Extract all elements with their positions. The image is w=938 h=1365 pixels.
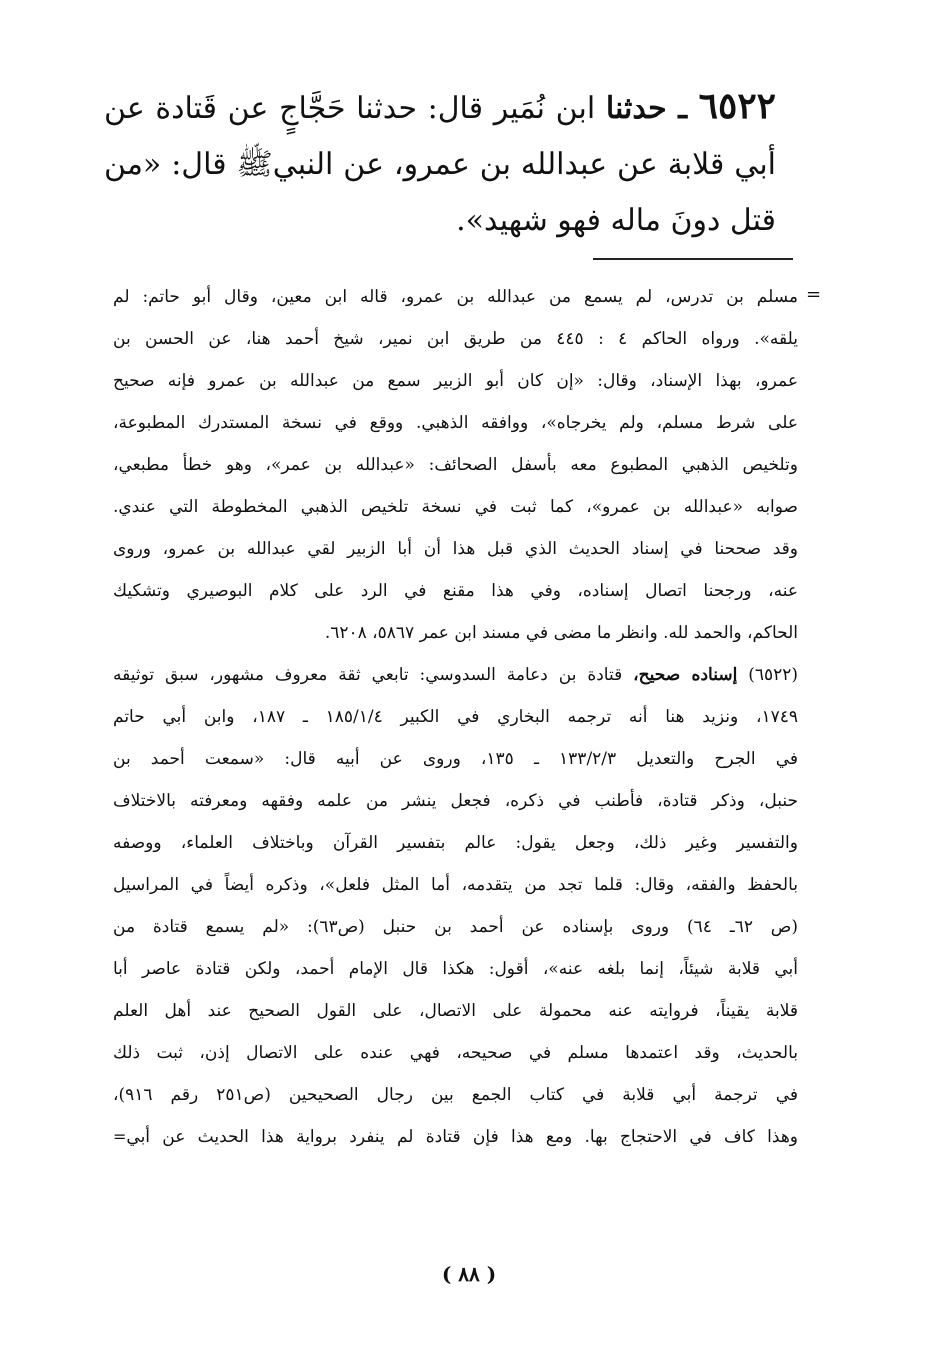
note-line: عنه، ورجحنا اتصال إسناده، وفي هذا مقنع في الرد على كلام البوصيري وتشكيك (113, 581, 798, 601)
note-first-line (113, 654, 798, 696)
note-line: بالحديث، وقد اعتمدها مسلم في صحيحه، فهي عنده على الاتصال إذن، ثبت ذلك (113, 1043, 798, 1063)
note-line: قلابة يقيناً، فروايته عنه محمولة على الاتصال، على القول الصحيح عند أهل العلم (113, 1001, 798, 1021)
note-heading: إسناده صحيح، (633, 665, 738, 685)
hadith-dash: ـ (666, 91, 699, 126)
note-line: مسلم بن تدرس، لم يسمع من عبدالله بن عمرو، قاله ابن معين، وقال أبو حاتم: لم (113, 287, 798, 307)
note-last-line (113, 1116, 798, 1158)
note-line: (ص ٦٢ـ ٦٤) وروى بإسناده عن أحمد بن حنبل (ص٦٣): «لم يسمع قتادة من (113, 917, 798, 937)
page-number: ( ٨٨ ) (441, 1262, 497, 1286)
note-line: صوابه «عبدالله بن عمرو»، كما ثبت في نسخة تلخيص الذهبي المخطوطة التي عندي. (113, 497, 798, 517)
note-line: ١٧٤٩، ونزيد هنا أنه ترجمه البخاري في الكبير ١٨٥/١/٤ ـ ١٨٧، وابن أبي حاتم (113, 707, 798, 727)
hadith-body: ابن نُمَير قال: حدثنا حَجَّاجٍ عن قَتادة عن أبي قلابة عن عبدالله بن عمرو، عن النبيﷺ قال: «من قتل دونَ ماله فهو شهيد». (104, 91, 776, 238)
note-line: في ترجمة أبي قلابة في كتاب الجمع بين رجال الصحيحين (ص٢٥١ رقم ٩١٦)، (113, 1085, 798, 1105)
note-line: على شرط مسلم، ولم يخرجاه»، ووافقه الذهبي. ووقع في نسخة المستدرك المطبوعة، (113, 413, 798, 433)
hadith-number: ٦٥٢٢ (698, 85, 776, 127)
note-line: الحاكم، والحمد لله. وانظر ما مضى في مسند ابن عمر ٥٨٦٧، ٦٢٠٨. (324, 623, 798, 643)
note-line: وتلخيص الذهبي المطبوع معه بأسفل الصحائف: «عبدالله بن عمر»، وهو خطأ مطبعي، (113, 455, 798, 475)
note-line: حنبل، وذكر قتادة، فأطنب في ذكره، فجعل ينشر من علمه وفقهه ومعرفته بالاختلاف (113, 791, 798, 811)
note-line: في الجرح والتعديل ١٣٣/٢/٣ ـ ١٣٥، وروى عن أبيه قال: «سمعت أحمد بن (113, 749, 798, 769)
note-first-line-text: قتادة بن دعامة السدوسي: تابعي ثقة معروف مشهور، سبق توثيقه (113, 665, 623, 685)
note-ref: (٦٥٢٢) (748, 665, 798, 685)
hadith-text (104, 78, 776, 249)
footnote-separator (593, 258, 793, 260)
continuation-mark: = (806, 284, 822, 305)
note-line: أبي قلابة شيئاً، إنما بلغه عنه»، أقول: هكذا قال الإمام أحمد، ولكن قتادة عاصر أبا (113, 959, 798, 979)
note-line: والتفسير وغير ذلك، وجعل يقول: عالم بتفسير القرآن وباختلاف العلماء، ووصفه (113, 833, 798, 853)
note-line: يلقه». ورواه الحاكم ٤ : ٤٤٥ من طريق ابن نمير، شيخ أحمد هنا، عن الحسن بن (113, 329, 798, 349)
current-note (113, 654, 798, 1158)
previous-note (113, 276, 798, 654)
note-last-line-text: وهذا كاف في الاحتجاج بها. ومع هذا فإن قتادة لم ينفرد برواية هذا الحديث عن أبي (126, 1127, 798, 1147)
note-line: وقد صححنا في إسناد الحديث الذي قبل هذا أن أبا الزبير لقي عبدالله بن عمرو، وروى (113, 539, 798, 559)
note-line: عمرو، بهذا الإسناد، وقال: «إن كان أبو الزبير سمع من عبدالله بن عمرو فإنه صحيح (113, 371, 798, 391)
haddathana-word: حدثنا (605, 91, 667, 126)
footnotes (113, 276, 798, 1158)
note-end-mark: = (113, 1127, 127, 1146)
note-line: بالحفظ والفقه، وقال: قلما تجد من يتقدمه، أما المثل فلعل»، وذكره أيضاً في المراسيل (113, 875, 798, 895)
